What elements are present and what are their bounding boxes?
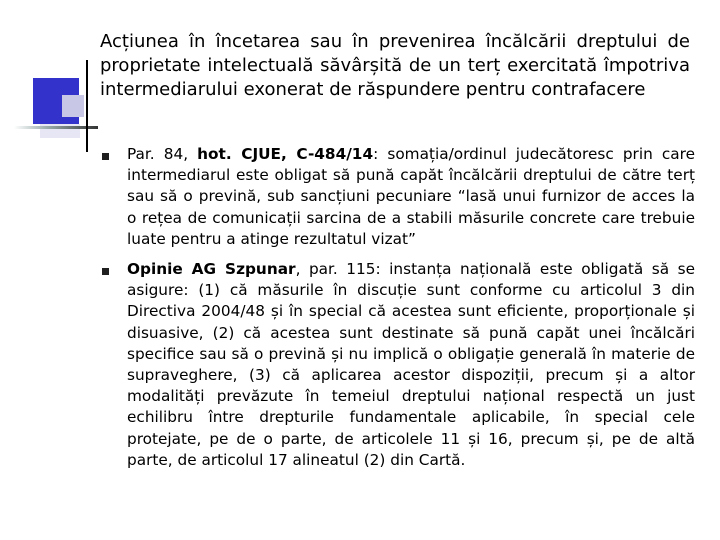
square-bullet-icon xyxy=(102,153,109,160)
square-bullet-icon xyxy=(102,268,109,275)
bullet-body: : somația/ordinul judecătoresc prin care intermediarul este obligat să pună capăt încălcării dreptului de către terț sau să o prevină, sub sancțiuni pecuniare “lasă unui furnizor de acces la o rețea de comunicații sarcina de a stabili măsurile concrete care trebuie luate pentru a atinge rezultatul vizat” xyxy=(127,145,695,248)
bullet-bold-reference: Opinie AG Szpunar xyxy=(127,260,296,279)
decorative-vertical-line xyxy=(86,60,88,152)
decorative-light-square xyxy=(62,95,84,117)
bullet-text xyxy=(127,259,695,471)
bullet-item-2 xyxy=(100,259,695,471)
bullet-prefix: Par. 84, xyxy=(127,145,198,163)
bullet-list xyxy=(100,144,695,480)
bullet-body: , par. 115: instanța națională este obligată să se asigure: (1) că măsurile în discuție sunt conforme cu articolul 3 din Directiva 2004/48 și în special că acestea sunt eficiente, proporționale și disuasive, (2) că acestea sunt destinate să pună capăt unei încălcări specifice sau să o prevină și nu implică o obligație generală în materie de supraveghere, (3) că aplicarea acestor dispoziții, precum și a altor modalități prevăzute în temeiul dreptului național respectă un just echilibru între drepturile fundamentale aplicabile, în special cele protejate, pe de o parte, de articolele 11 și 16, precum și, pe de altă parte, de articolul 17 alineatul (2) din Cartă. xyxy=(127,260,695,469)
bullet-text xyxy=(127,144,695,250)
bullet-bold-reference: hot. CJUE, C-484/14 xyxy=(197,145,374,163)
bullet-item-1 xyxy=(100,144,695,250)
slide-title: Acțiunea în încetarea sau în prevenirea încălcării dreptului de proprietate intelectuală săvârșită de un terț exercitată împotriva intermediarului exonerat de răspundere pentru contrafacere xyxy=(100,31,690,100)
